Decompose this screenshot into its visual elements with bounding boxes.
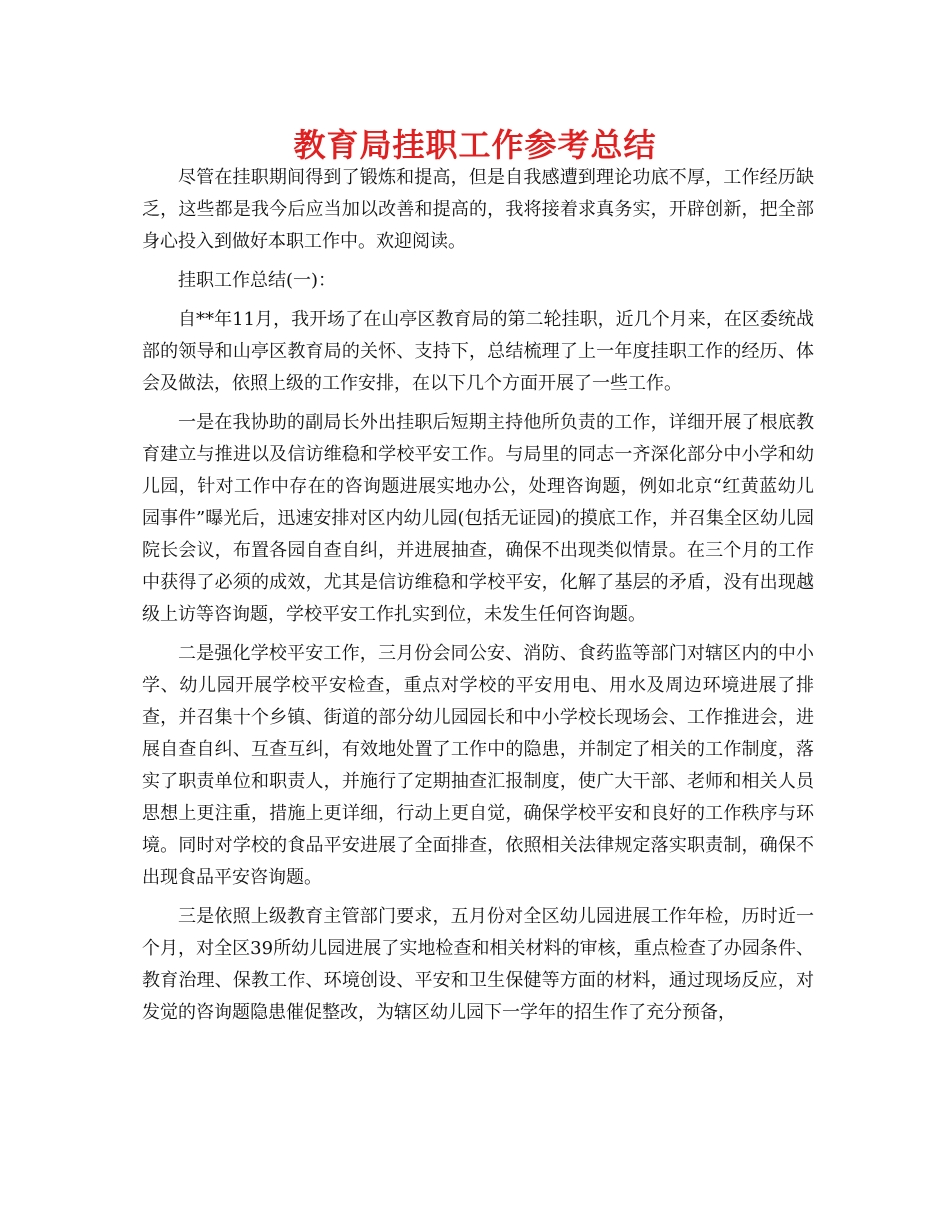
- paragraph-intro: 尽管在挂职期间得到了锻炼和提高，但是自我感遭到理论功底不厚，工作经历缺乏，这些都是我今后应当加以改善和提高的，我将接着求真务实，开辟创新，把全部身心投入到做好本职工作中。欢迎阅读。: [142, 167, 814, 252]
- document-body: [142, 162, 814, 1036]
- document-title: 教育局挂职工作参考总结: [293, 126, 657, 164]
- paragraph-item-two: 二是强化学校平安工作，三月份会同公安、消防、食药监等部门对辖区内的中小学、幼儿园开展学校平安检查，重点对学校的平安用电、用水及周边环境进展了排查，并召集十个乡镇、街道的部分幼儿园园长和中小学校长现场会、工作推进会，进展自查自纠、互查互纠，有效地处置了工作中的隐患，并制定了相关的工作制度，落实了职责单位和职责人，并施行了定期抽查汇报制度，使广大干部、老师和相关人员思想上更注重，措施上更详细，行动上更自觉，确保学校平安和良好的工作秩序与环境。同时对学校的食品平安进展了全面排查，依照相关法律规定落实职责制，确保不出现食品平安咨询题。: [142, 643, 814, 888]
- paragraph-item-three: 三是依照上级教育主管部门要求，五月份对全区幼儿园进展工作年检，历时近一个月，对全区39所幼儿园进展了实地检查和相关材料的审核，重点检查了办园条件、教育治理、保教工作、环境创设、平安和卫生保健等方面的材料，通过现场反应，对发觉的咨询题隐患催促整改，为辖区幼儿园下一学年的招生作了充分预备，: [142, 906, 814, 1023]
- paragraph-overview: 自**年11月，我开场了在山亭区教育局的第二轮挂职，近几个月来，在区委统战部的领导和山亭区教育局的关怀、支持下，总结梳理了上一年度挂职工作的经历、体会及做法，依照上级的工作安排，在以下几个方面开展了一些工作。: [142, 309, 814, 394]
- paragraph-section-heading: 挂职工作总结(一)：: [178, 270, 337, 291]
- paragraph-item-one: 一是在我协助的副局长外出挂职后短期主持他所负责的工作，详细开展了根底教育建立与推进以及信访维稳和学校平安工作。与局里的同志一齐深化部分中小学和幼儿园，针对工作中存在的咨询题进展实地办公，处理咨询题，例如北京“红黄蓝幼儿园事件”曝光后，迅速安排对区内幼儿园(包括无证园)的摸底工作，并召集全区幼儿园院长会议，布置各园自查自纠，并进展抽查，确保不出现类似情景。在三个月的工作中获得了必须的成效，尤其是信访维稳和学校平安，化解了基层的矛盾，没有出现越级上访等咨询题，学校平安工作扎实到位，未发生任何咨询题。: [142, 412, 814, 625]
